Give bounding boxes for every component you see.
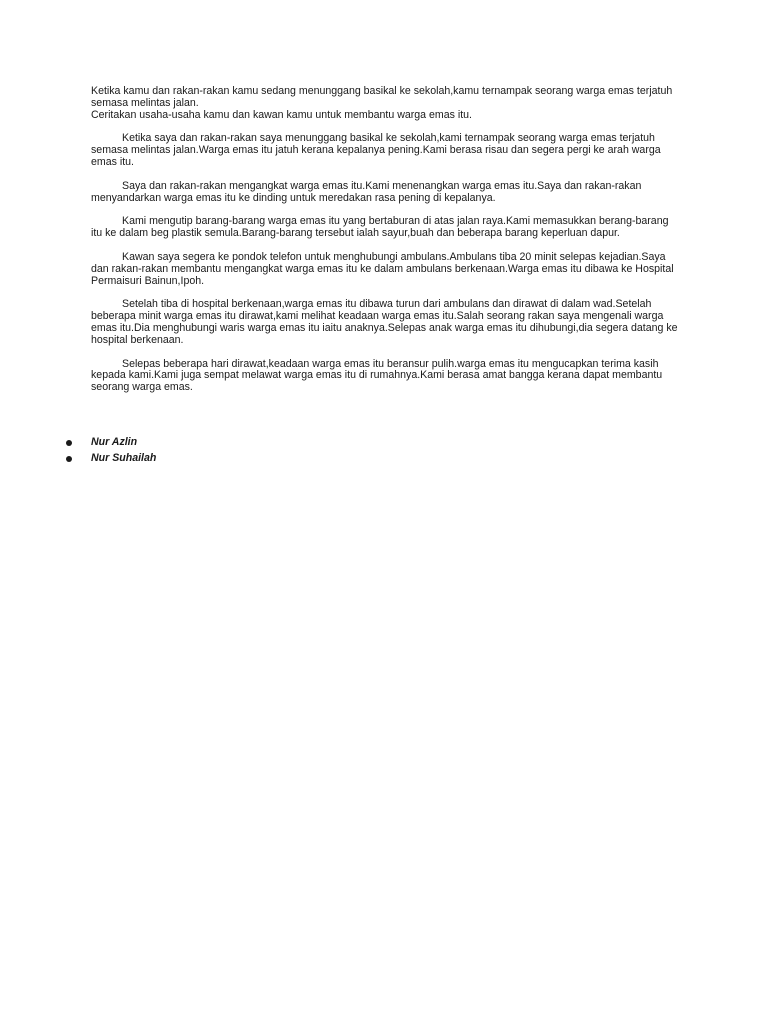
author-list-item [0, 451, 300, 467]
author-list-item [0, 435, 300, 451]
question-line: Ceritakan usaha-usaha kamu dan kawan kamu untuk membantu warga emas itu. [91, 108, 472, 121]
question-line: Ketika kamu dan rakan-rakan kamu sedang menunggang basikal ke sekolah,kamu ternampak seorang warga emas terjatuh semasa melintas jalan. [91, 85, 673, 109]
essay-question [91, 86, 681, 121]
author-name: Nur Azlin [91, 436, 138, 448]
essay-paragraph: Setelah tiba di hospital berkenaan,warga emas itu dibawa turun dari ambulans dan dirawat di dalam wad.Setelah beberapa minit warga emas itu dirawat,kami melihat keadaan warga emas itu.Salah seorang rakan saya mengenali warga emas itu.Dia menghubungi waris warga emas itu iaitu anaknya.Selepas anak warga emas itu dihubungi,dia segera datang ke hospital berkenaan. [91, 298, 678, 346]
essay-paragraph: Kami mengutip barang-barang warga emas itu yang bertaburan di atas jalan raya.Kami memasukkan berang-barang itu ke dalam beg plastik semula.Barang-barang tersebut ialah sayur,buah dan beberapa barang keperluan dapur. [91, 215, 669, 240]
essay-paragraph: Ketika saya dan rakan-rakan saya menunggang basikal ke sekolah,kami ternampak seorang warga emas terjatuh semasa melintas jalan.Warga emas itu jatuh kerana kepalanya pening.Kami berasa risau dan segera pergi ke arah warga emas itu. [91, 132, 661, 168]
essay-paragraph: Selepas beberapa hari dirawat,keadaan warga emas itu beransur pulih.warga emas itu mengucapkan terima kasih kepada kami.Kami juga sempat melawat warga emas itu di rumahnya.Kami berasa amat bangga kerana dapat membantu seorang warga emas. [91, 357, 663, 394]
author-list [0, 435, 300, 466]
bullet-icon [66, 440, 72, 446]
essay-paragraph: Kawan saya segera ke pondok telefon untuk menghubungi ambulans.Ambulans tiba 20 minit selepas kejadian.Saya dan rakan-rakan membantu mengangkat warga emas itu ke dalam ambulans berkenaan.Warga emas itu dibawa ke Hospital Permaisuri Bainun,Ipoh. [91, 250, 674, 287]
document-body [91, 86, 681, 394]
essay-paragraph: Saya dan rakan-rakan mengangkat warga emas itu.Kami menenangkan warga emas itu.Saya dan rakan-rakan menyandarkan warga emas itu ke dinding untuk meredakan rasa pening di kepalanya. [91, 179, 642, 204]
author-name: Nur Suhailah [91, 451, 157, 464]
bullet-icon [66, 456, 72, 462]
